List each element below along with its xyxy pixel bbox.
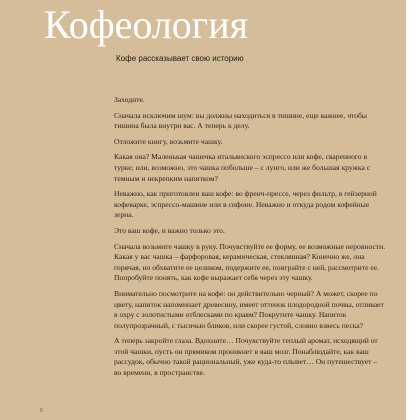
page-margin (406, 0, 420, 420)
paragraph: А теперь закройте глаза. Вдохните… Почувствуйте теплый аромат, исходящий от этой чашки, пусть он прямиком проникнет в ваш мозг. Понаблюдайте, как ваш рассудок, обычно такой рациональный, уже куда-то плывет… Он путешествует – во времени, в пространстве. (114, 336, 378, 378)
paragraph: Заходите. (114, 95, 145, 104)
page-title: Кофеология (44, 2, 249, 47)
paragraph: Какая она? Маленькая чашечка итальянского эспрессо или кофе, сваренного в турке; или, возможно, это чашка побольше – с лунго, или же большая кружка с темным и некрепким напитком? (114, 152, 371, 183)
paragraph: Неважно, как приготовлен ваш кофе: во френч-прессе, через фильтр, в гейзерной кофеварке, эспрессо-машине или в сифоне. Неважно и откуда родом кофейные зерна. (114, 189, 377, 220)
page-subtitle: Кофе рассказывает свою историю (116, 54, 244, 63)
page-number: 6 (40, 408, 43, 414)
paragraph: Отложите книгу, возьмите чашку. (114, 136, 223, 146)
paragraph: Это ваш кофе, и важно только это. (114, 225, 225, 235)
paragraph: Сначала возьмите чашку в руку. Почувствуйте ее форму, ее возможные неровности. Какая у вас чашка – фарфоровая, керамическая, стеклянная? Конечно же, она горячая, но обхватите ее целиком, подержите ее, поиграйте с ней, рассмотрите ее. Попробуйте понять, как кофе выражает себя через эту чашку. (114, 241, 386, 283)
body-text (114, 95, 386, 384)
paragraph: Внимательно посмотрите на кофе: он действительно черный? А может, скорее по цвету, напиток напоминает древесину, имеет оттенок плодородной почвы, отливает в охру с золотистыми отблесками по краям? Покрутите чашку. Напиток полупрозрачный, с тысячью бликов, или скорее густой, словно взвесь песка? (114, 288, 384, 330)
paragraph: Сначала исключим шум: вы должны находиться в тишине, еще важнее, чтобы тишина была внутри вас. А теперь к делу. (114, 110, 367, 131)
